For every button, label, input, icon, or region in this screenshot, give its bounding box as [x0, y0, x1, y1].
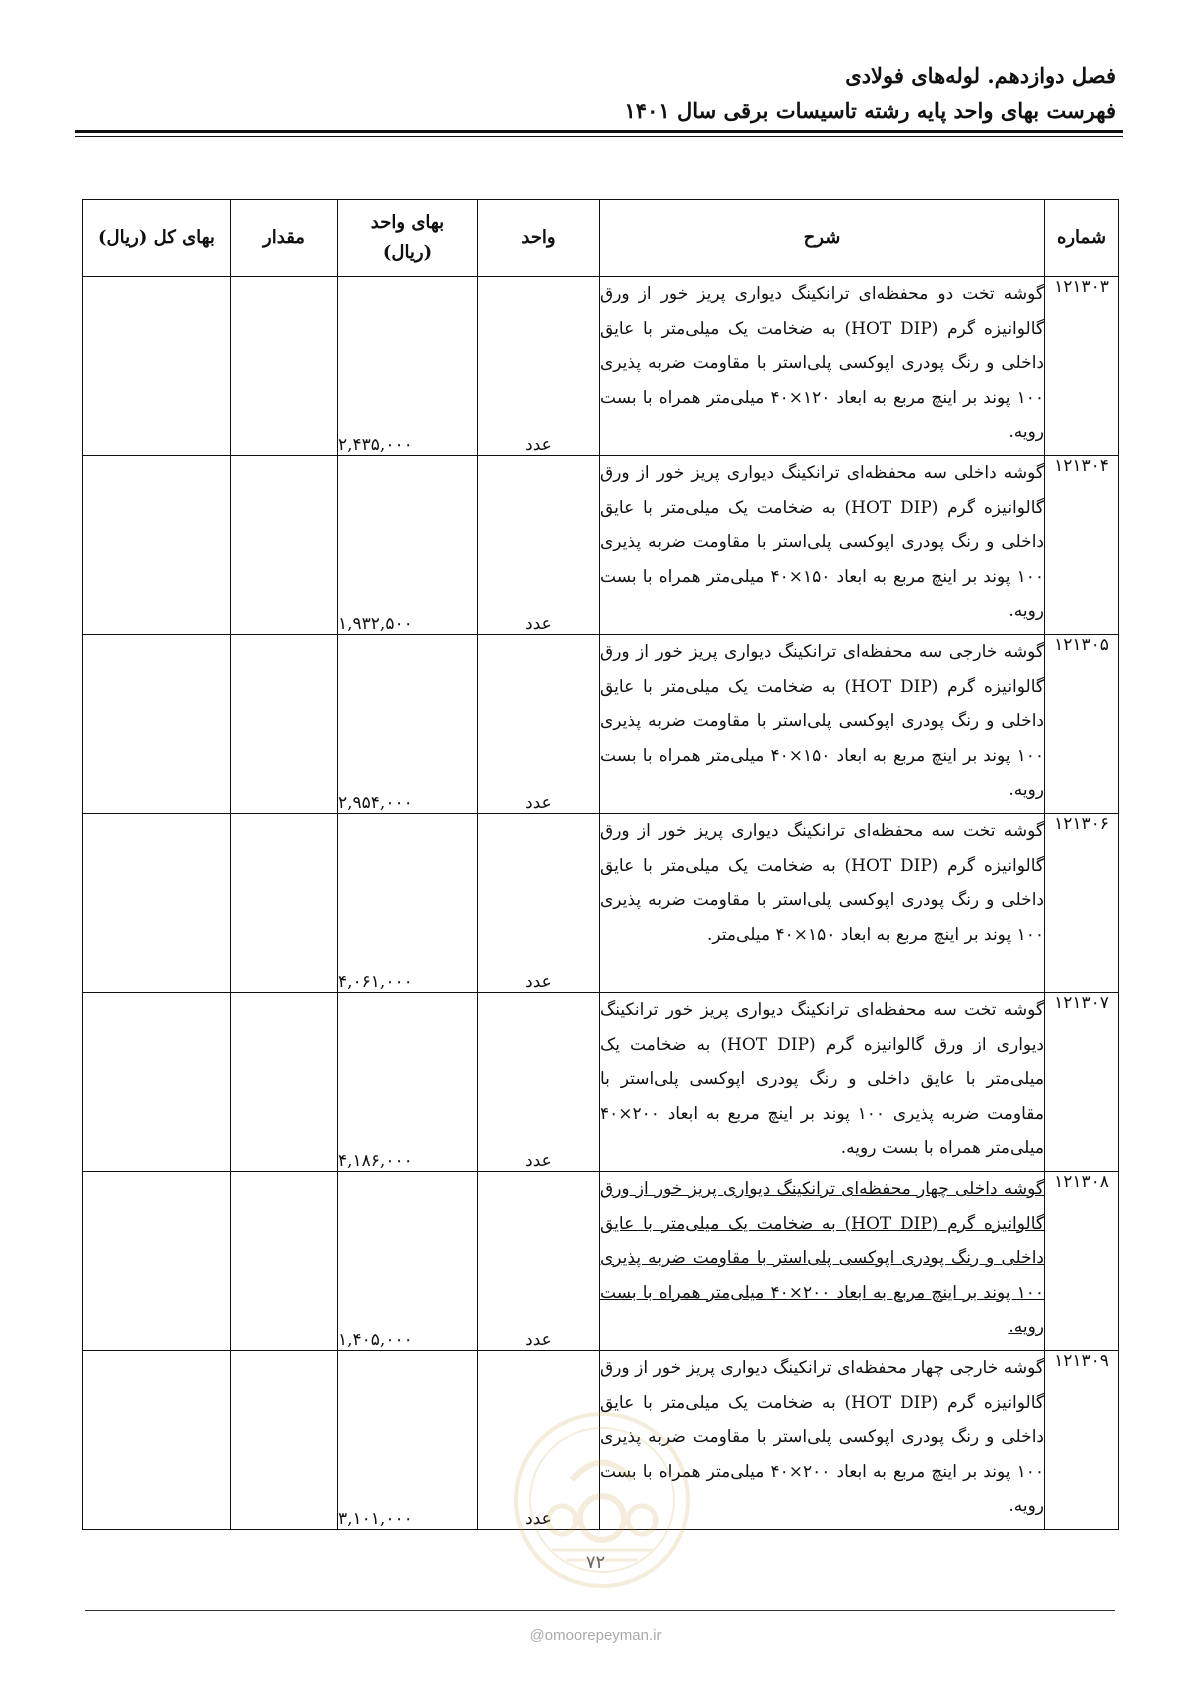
item-total-price — [83, 635, 231, 814]
header-unit-price-currency: (ریال) — [382, 242, 433, 263]
item-unit-price: ۲,۹۵۴,۰۰۰ — [338, 635, 478, 814]
page-header — [625, 58, 1116, 128]
description-text: گوشه تخت دو محفظه‌ای ترانکینگ دیواری پریز خور از ورق گالوانیزه گرم (HOT DIP) به ضخامت یک میلی‌متر با عایق داخلی و رنگ پودری اپوکسی پلی‌استر با مقاومت ضربه پذیری ۱۰۰ پوند بر اینچ مربع به ابعاد ۱۲۰×۴۰ میلی‌متر همراه با بست رویه. — [600, 284, 1045, 442]
header-rule-thin — [75, 136, 1123, 137]
item-number: ۱۲۱۳۰۳ — [1045, 277, 1119, 456]
description-text: گوشه داخلی سه محفظه‌ای ترانکینگ دیواری پریز خور از ورق گالوانیزه گرم (HOT DIP) به ضخامت یک میلی‌متر با عایق داخلی و رنگ پودری اپوکسی پلی‌استر با مقاومت ضربه پذیری ۱۰۰ پوند بر اینچ مربع به ابعاد ۱۵۰×۴۰ میلی‌متر همراه با بست رویه. — [600, 463, 1045, 621]
footer-rule — [85, 1610, 1115, 1611]
site-watermark: @omoorepeyman.ir — [529, 1627, 662, 1644]
item-number: ۱۲۱۳۰۴ — [1045, 456, 1119, 635]
item-unit: عدد — [478, 277, 600, 456]
table-row — [83, 814, 1119, 993]
table-row — [83, 1172, 1119, 1351]
description-text: گوشه خارجی سه محفظه‌ای ترانکینگ دیواری پریز خور از ورق گالوانیزه گرم (HOT DIP) به ضخامت یک میلی‌متر با عایق داخلی و رنگ پودری اپوکسی پلی‌استر با مقاومت ضربه پذیری ۱۰۰ پوند بر اینچ مربع به ابعاد ۱۵۰×۴۰ میلی‌متر همراه با بست رویه. — [600, 642, 1045, 800]
page-number: ۷۲ — [585, 1552, 606, 1573]
description-text: گوشه تخت سه محفظه‌ای ترانکینگ دیواری پریز خور از ورق گالوانیزه گرم (HOT DIP) به ضخامت یک میلی‌متر با عایق داخلی و رنگ پودری اپوکسی پلی‌استر با مقاومت ضربه پذیری ۱۰۰ پوند بر اینچ مربع به ابعاد ۱۵۰×۴۰ میلی‌متر. — [600, 821, 1045, 945]
header-rule-thick — [75, 130, 1123, 133]
chapter-title: فصل دوازدهم. لوله‌های فولادی — [845, 63, 1116, 88]
item-description — [600, 456, 1045, 635]
table-row — [83, 993, 1119, 1172]
item-number: ۱۲۱۳۰۶ — [1045, 814, 1119, 993]
item-total-price — [83, 277, 231, 456]
header-total-price: بهای کل (ریال) — [83, 200, 231, 277]
header-quantity: مقدار — [231, 200, 338, 277]
item-quantity — [231, 1172, 338, 1351]
item-quantity — [231, 1351, 338, 1530]
item-unit: عدد — [478, 1351, 600, 1530]
price-table — [82, 199, 1119, 1530]
item-number: ۱۲۱۳۰۷ — [1045, 993, 1119, 1172]
item-quantity — [231, 635, 338, 814]
item-description — [600, 1172, 1045, 1351]
description-text: گوشه خارجی چهار محفظه‌ای ترانکینگ دیواری پریز خور از ورق گالوانیزه گرم (HOT DIP) به ضخامت یک میلی‌متر با عایق داخلی و رنگ پودری اپوکسی پلی‌استر با مقاومت ضربه پذیری ۱۰۰ پوند بر اینچ مربع به ابعاد ۲۰۰×۴۰ میلی‌متر همراه با بست رویه. — [600, 1358, 1045, 1516]
item-description — [600, 993, 1045, 1172]
item-quantity — [231, 456, 338, 635]
header-unit-price-label: بهای واحد — [370, 212, 445, 233]
description-text: گوشه داخلی چهار محفظه‌ای ترانکینگ دیواری پریز خور از ورق گالوانیزه گرم (HOT DIP) به ضخامت یک میلی‌متر با عایق داخلی و رنگ پودری اپوکسی پلی‌استر با مقاومت ضربه پذیری ۱۰۰ پوند بر اینچ مربع به ابعاد ۲۰۰×۴۰ میلی‌متر همراه با بست رویه. — [600, 1179, 1045, 1337]
item-number: ۱۲۱۳۰۵ — [1045, 635, 1119, 814]
item-number: ۱۲۱۳۰۹ — [1045, 1351, 1119, 1530]
table-row — [83, 456, 1119, 635]
item-description — [600, 635, 1045, 814]
list-title: فهرست بهای واحد پایه رشته تاسیسات برقی سال ۱۴۰۱ — [624, 98, 1116, 123]
item-total-price — [83, 456, 231, 635]
table-row — [83, 635, 1119, 814]
item-total-price — [83, 993, 231, 1172]
item-total-price — [83, 1172, 231, 1351]
item-unit: عدد — [478, 1172, 600, 1351]
item-unit-price: ۴,۰۶۱,۰۰۰ — [338, 814, 478, 993]
item-description — [600, 277, 1045, 456]
item-description — [600, 814, 1045, 993]
item-total-price — [83, 814, 231, 993]
item-unit: عدد — [478, 993, 600, 1172]
item-quantity — [231, 814, 338, 993]
header-unit: واحد — [478, 200, 600, 277]
header-description: شرح — [600, 200, 1045, 277]
item-number: ۱۲۱۳۰۸ — [1045, 1172, 1119, 1351]
item-unit-price: ۴,۱۸۶,۰۰۰ — [338, 993, 478, 1172]
item-quantity — [231, 277, 338, 456]
item-unit: عدد — [478, 456, 600, 635]
table-row — [83, 277, 1119, 456]
item-unit-price: ۱,۹۳۲,۵۰۰ — [338, 456, 478, 635]
item-unit-price: ۱,۴۰۵,۰۰۰ — [338, 1172, 478, 1351]
description-text: گوشه تخت سه محفظه‌ای ترانکینگ دیواری پریز خور ترانکینگ دیواری از ورق گالوانیزه گرم (HOT DIP) به ضخامت یک میلی‌متر با عایق داخلی و رنگ پودری اپوکسی پلی‌استر با مقاومت ضربه پذیری ۱۰۰ پوند بر اینچ مربع به ابعاد ۲۰۰×۴۰ میلی‌متر همراه با بست رویه. — [600, 1000, 1044, 1158]
item-unit-price: ۳,۱۰۱,۰۰۰ — [338, 1351, 478, 1530]
table-header-row — [83, 200, 1119, 277]
item-total-price — [83, 1351, 231, 1530]
item-quantity — [231, 993, 338, 1172]
item-unit-price: ۲,۴۳۵,۰۰۰ — [338, 277, 478, 456]
header-number: شماره — [1045, 200, 1119, 277]
item-unit: عدد — [478, 814, 600, 993]
item-unit: عدد — [478, 635, 600, 814]
header-unit-price — [338, 200, 478, 277]
